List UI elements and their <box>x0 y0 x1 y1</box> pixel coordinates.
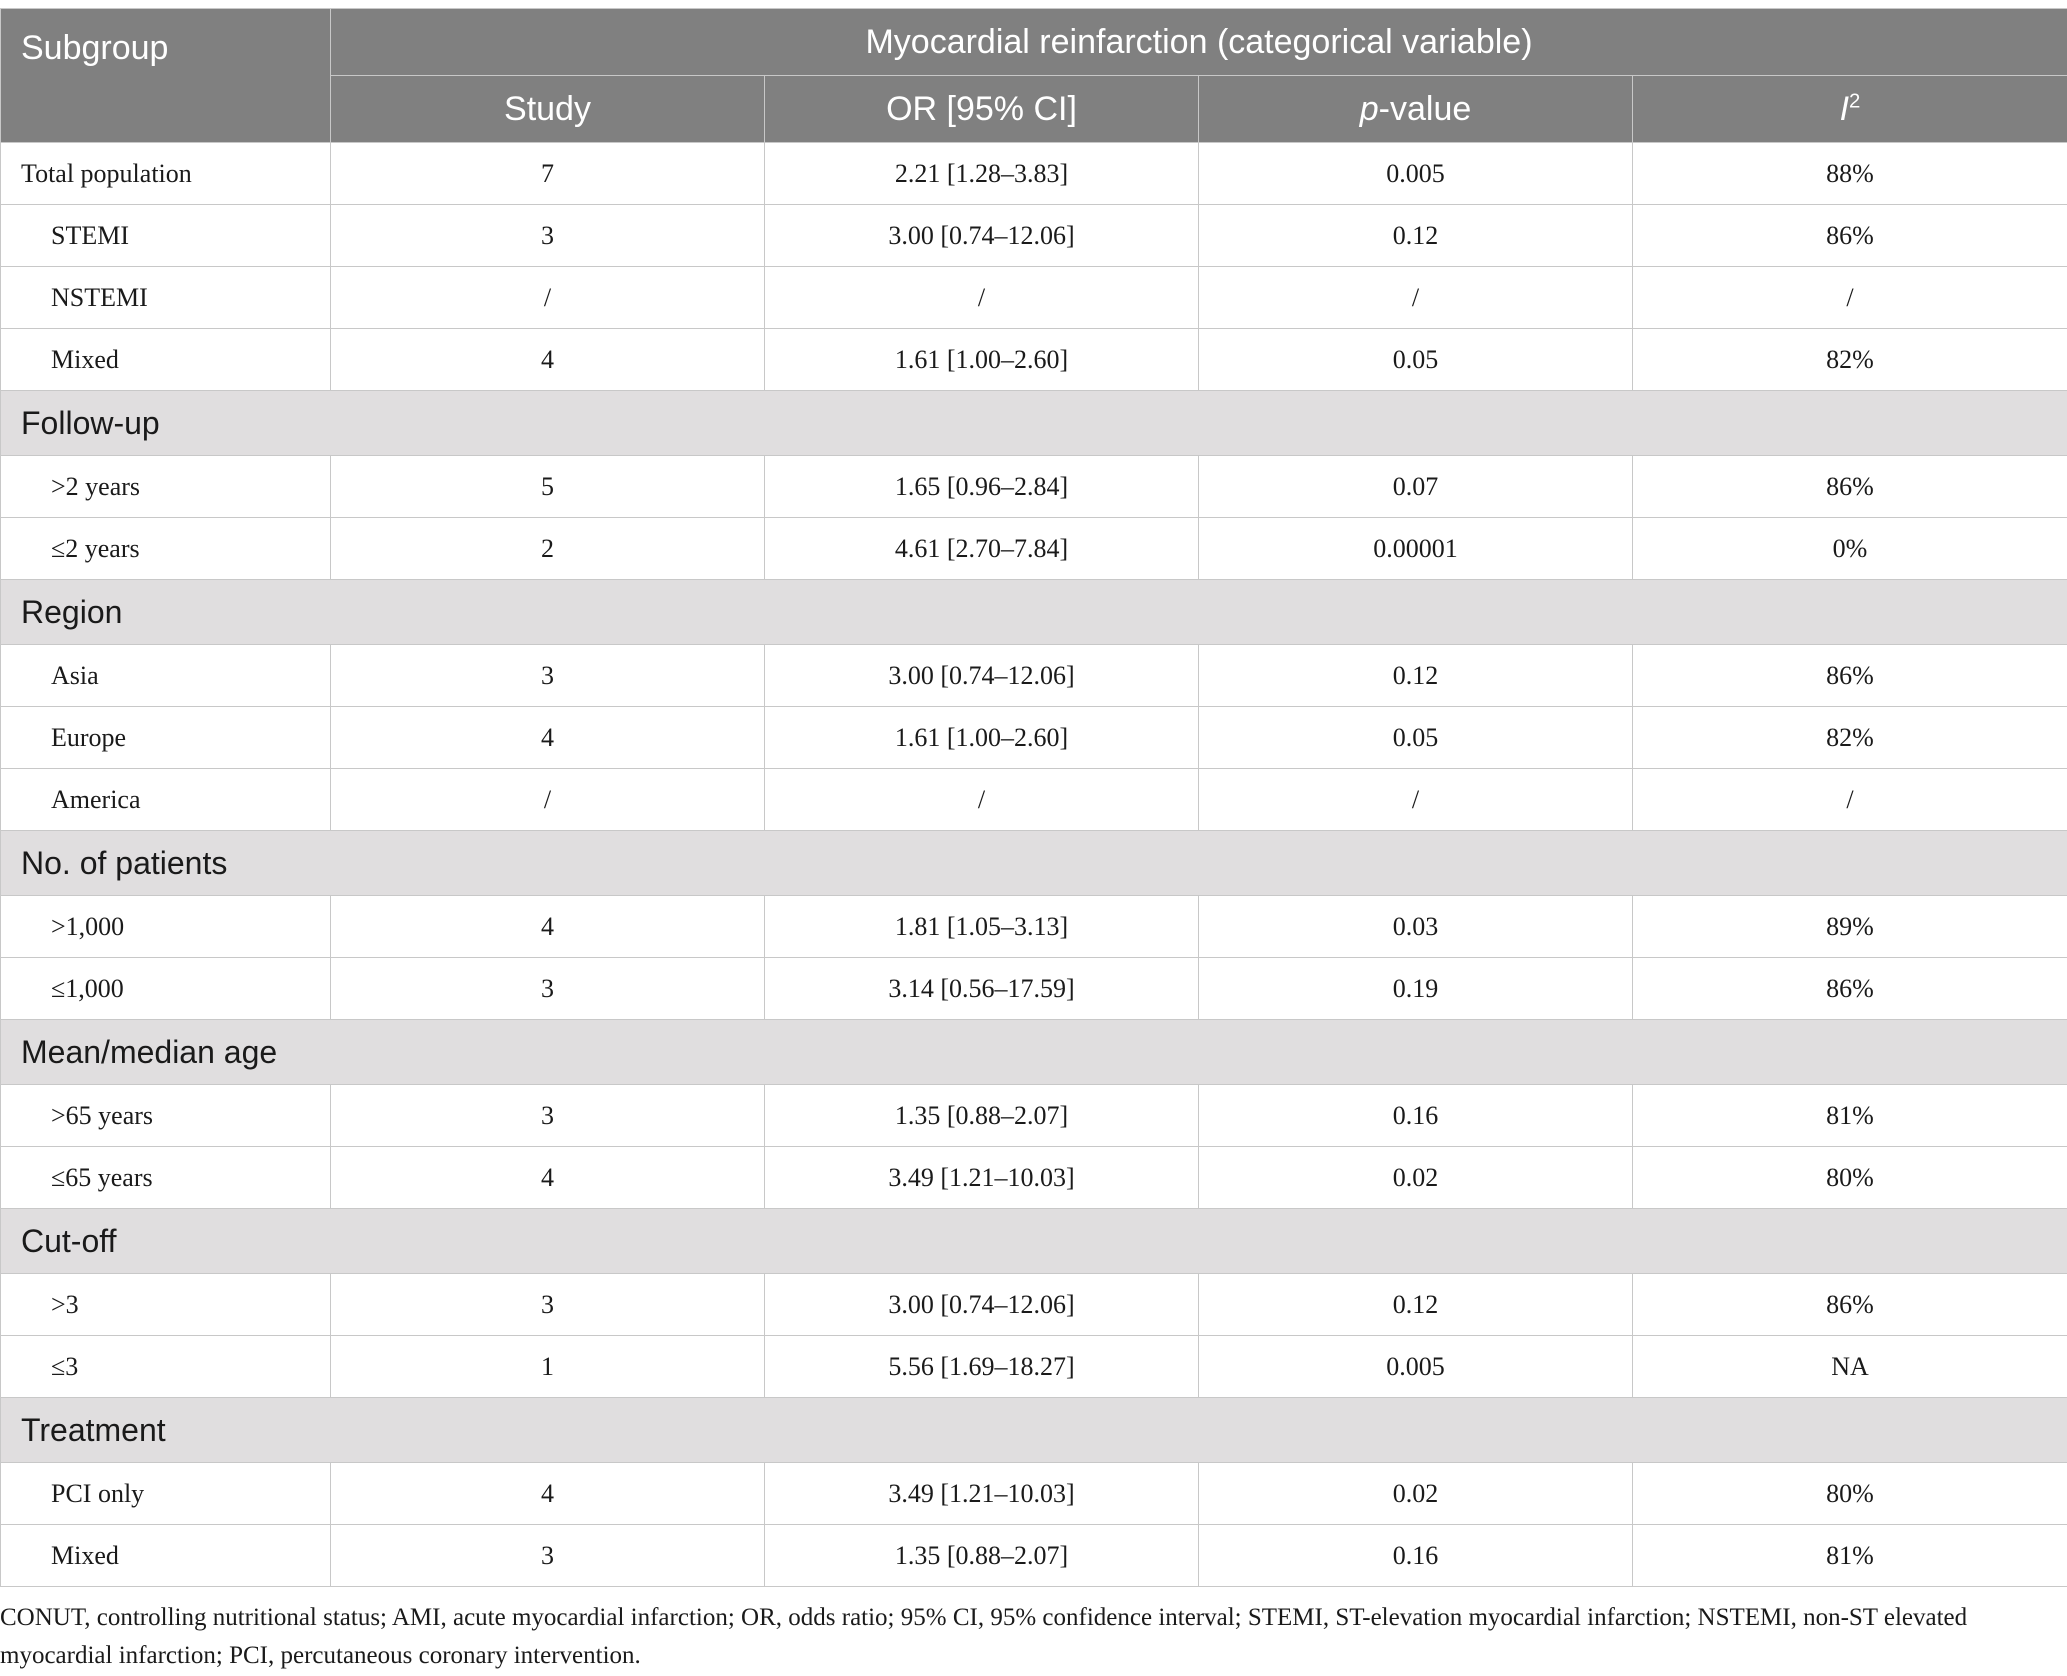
cell-p-value: 0.16 <box>1199 1085 1633 1147</box>
section-row <box>1 391 2067 456</box>
cell-i-squared: / <box>1633 769 2067 831</box>
cell-i-squared: 80% <box>1633 1147 2067 1209</box>
cell-or: 3.49 [1.21–10.03] <box>765 1463 1199 1525</box>
cell-or: 4.61 [2.70–7.84] <box>765 518 1199 580</box>
cell-study: 2 <box>331 518 765 580</box>
cell-label: Total population <box>1 143 331 205</box>
cell-p-value: 0.05 <box>1199 329 1633 391</box>
header-p-value <box>1199 76 1633 143</box>
cell-i-squared: 86% <box>1633 1274 2067 1336</box>
cell-p-value: 0.07 <box>1199 456 1633 518</box>
table-row <box>1 707 2067 769</box>
cell-label: PCI only <box>1 1463 331 1525</box>
cell-i-squared: 86% <box>1633 958 2067 1020</box>
section-row <box>1 831 2067 896</box>
cell-label: ≤1,000 <box>1 958 331 1020</box>
cell-or: 1.81 [1.05–3.13] <box>765 896 1199 958</box>
table-header <box>1 9 2067 143</box>
table-row <box>1 518 2067 580</box>
cell-label: America <box>1 769 331 831</box>
section-title: Mean/median age <box>1 1020 2067 1085</box>
cell-study: 3 <box>331 1274 765 1336</box>
cell-label: STEMI <box>1 205 331 267</box>
cell-study: 3 <box>331 958 765 1020</box>
cell-label: >3 <box>1 1274 331 1336</box>
cell-p-value: 0.12 <box>1199 1274 1633 1336</box>
table-row <box>1 1147 2067 1209</box>
cell-or: / <box>765 267 1199 329</box>
cell-p-value: 0.12 <box>1199 645 1633 707</box>
cell-study: 4 <box>331 707 765 769</box>
cell-p-value: 0.005 <box>1199 143 1633 205</box>
header-p-italic: p <box>1359 89 1379 128</box>
cell-label: NSTEMI <box>1 267 331 329</box>
cell-i-squared: NA <box>1633 1336 2067 1398</box>
cell-p-value: / <box>1199 267 1633 329</box>
table-row <box>1 645 2067 707</box>
header-group-title: Myocardial reinfarction (categorical variable) <box>331 9 2067 76</box>
cell-or: 1.35 [0.88–2.07] <box>765 1085 1199 1147</box>
cell-i-squared: 86% <box>1633 456 2067 518</box>
section-title: Region <box>1 580 2067 645</box>
cell-or: 1.61 [1.00–2.60] <box>765 707 1199 769</box>
cell-p-value: 0.03 <box>1199 896 1633 958</box>
cell-study: 3 <box>331 205 765 267</box>
cell-or: 3.00 [0.74–12.06] <box>765 1274 1199 1336</box>
cell-label: >1,000 <box>1 896 331 958</box>
cell-i-squared: 80% <box>1633 1463 2067 1525</box>
cell-or: 1.65 [0.96–2.84] <box>765 456 1199 518</box>
table-row <box>1 1085 2067 1147</box>
cell-p-value: 0.19 <box>1199 958 1633 1020</box>
cell-study: / <box>331 769 765 831</box>
footnote: CONUT, controlling nutritional status; AMI, acute myocardial infarction; OR, odds ratio; 95% CI, 95% confidence interval; STEMI, ST-elevation myocardial infarction; NSTEMI, non-ST elevated myocardial infarction; PCI, percutaneous coronary intervention. <box>0 1604 1968 1669</box>
cell-p-value: 0.00001 <box>1199 518 1633 580</box>
header-p-rest: -value <box>1378 89 1472 128</box>
header-or: OR [95% CI] <box>765 76 1199 143</box>
table-body <box>1 143 2067 1587</box>
cell-p-value: 0.16 <box>1199 1525 1633 1587</box>
document <box>0 8 2067 1675</box>
cell-label: ≤2 years <box>1 518 331 580</box>
table-row <box>1 329 2067 391</box>
header-subgroup: Subgroup <box>1 9 331 143</box>
header-i-sup: 2 <box>1849 90 1861 113</box>
cell-p-value: 0.05 <box>1199 707 1633 769</box>
cell-or: 5.56 [1.69–18.27] <box>765 1336 1199 1398</box>
header-i-letter: I <box>1839 89 1850 128</box>
table-row <box>1 769 2067 831</box>
section-title: No. of patients <box>1 831 2067 896</box>
cell-p-value: 0.12 <box>1199 205 1633 267</box>
cell-or: 1.35 [0.88–2.07] <box>765 1525 1199 1587</box>
cell-study: 3 <box>331 1525 765 1587</box>
cell-i-squared: 86% <box>1633 645 2067 707</box>
cell-study: 1 <box>331 1336 765 1398</box>
cell-study: 7 <box>331 143 765 205</box>
cell-i-squared: 81% <box>1633 1525 2067 1587</box>
cell-or: 3.14 [0.56–17.59] <box>765 958 1199 1020</box>
results-table <box>0 8 2067 1587</box>
cell-i-squared: 89% <box>1633 896 2067 958</box>
cell-study: 5 <box>331 456 765 518</box>
header-study: Study <box>331 76 765 143</box>
cell-i-squared: 88% <box>1633 143 2067 205</box>
cell-label: Asia <box>1 645 331 707</box>
cell-study: 3 <box>331 1085 765 1147</box>
cell-study: 4 <box>331 329 765 391</box>
section-title: Treatment <box>1 1398 2067 1463</box>
cell-or: 2.21 [1.28–3.83] <box>765 143 1199 205</box>
cell-label: Mixed <box>1 1525 331 1587</box>
cell-study: 3 <box>331 645 765 707</box>
table-row <box>1 1463 2067 1525</box>
table-row <box>1 896 2067 958</box>
cell-label: Europe <box>1 707 331 769</box>
table-row <box>1 205 2067 267</box>
table-row <box>1 1336 2067 1398</box>
cell-i-squared: 0% <box>1633 518 2067 580</box>
section-row <box>1 1209 2067 1274</box>
section-title: Cut-off <box>1 1209 2067 1274</box>
cell-label: Mixed <box>1 329 331 391</box>
table-row <box>1 143 2067 205</box>
table-row <box>1 958 2067 1020</box>
cell-i-squared: 86% <box>1633 205 2067 267</box>
section-row <box>1 1398 2067 1463</box>
cell-i-squared: 82% <box>1633 329 2067 391</box>
section-title: Follow-up <box>1 391 2067 456</box>
cell-label: ≤65 years <box>1 1147 331 1209</box>
cell-study: 4 <box>331 1147 765 1209</box>
cell-or: 3.00 [0.74–12.06] <box>765 205 1199 267</box>
section-row <box>1 1020 2067 1085</box>
cell-i-squared: 82% <box>1633 707 2067 769</box>
table-row <box>1 1274 2067 1336</box>
cell-p-value: / <box>1199 769 1633 831</box>
cell-study: / <box>331 267 765 329</box>
cell-study: 4 <box>331 1463 765 1525</box>
cell-label: ≤3 <box>1 1336 331 1398</box>
cell-p-value: 0.005 <box>1199 1336 1633 1398</box>
cell-label: >65 years <box>1 1085 331 1147</box>
cell-p-value: 0.02 <box>1199 1463 1633 1525</box>
table-row <box>1 1525 2067 1587</box>
cell-label: >2 years <box>1 456 331 518</box>
header-i-squared <box>1633 76 2067 143</box>
cell-p-value: 0.02 <box>1199 1147 1633 1209</box>
cell-or: / <box>765 769 1199 831</box>
cell-or: 1.61 [1.00–2.60] <box>765 329 1199 391</box>
cell-i-squared: / <box>1633 267 2067 329</box>
cell-i-squared: 81% <box>1633 1085 2067 1147</box>
cell-or: 3.49 [1.21–10.03] <box>765 1147 1199 1209</box>
cell-study: 4 <box>331 896 765 958</box>
table-row <box>1 267 2067 329</box>
section-row <box>1 580 2067 645</box>
table-row <box>1 456 2067 518</box>
cell-or: 3.00 [0.74–12.06] <box>765 645 1199 707</box>
